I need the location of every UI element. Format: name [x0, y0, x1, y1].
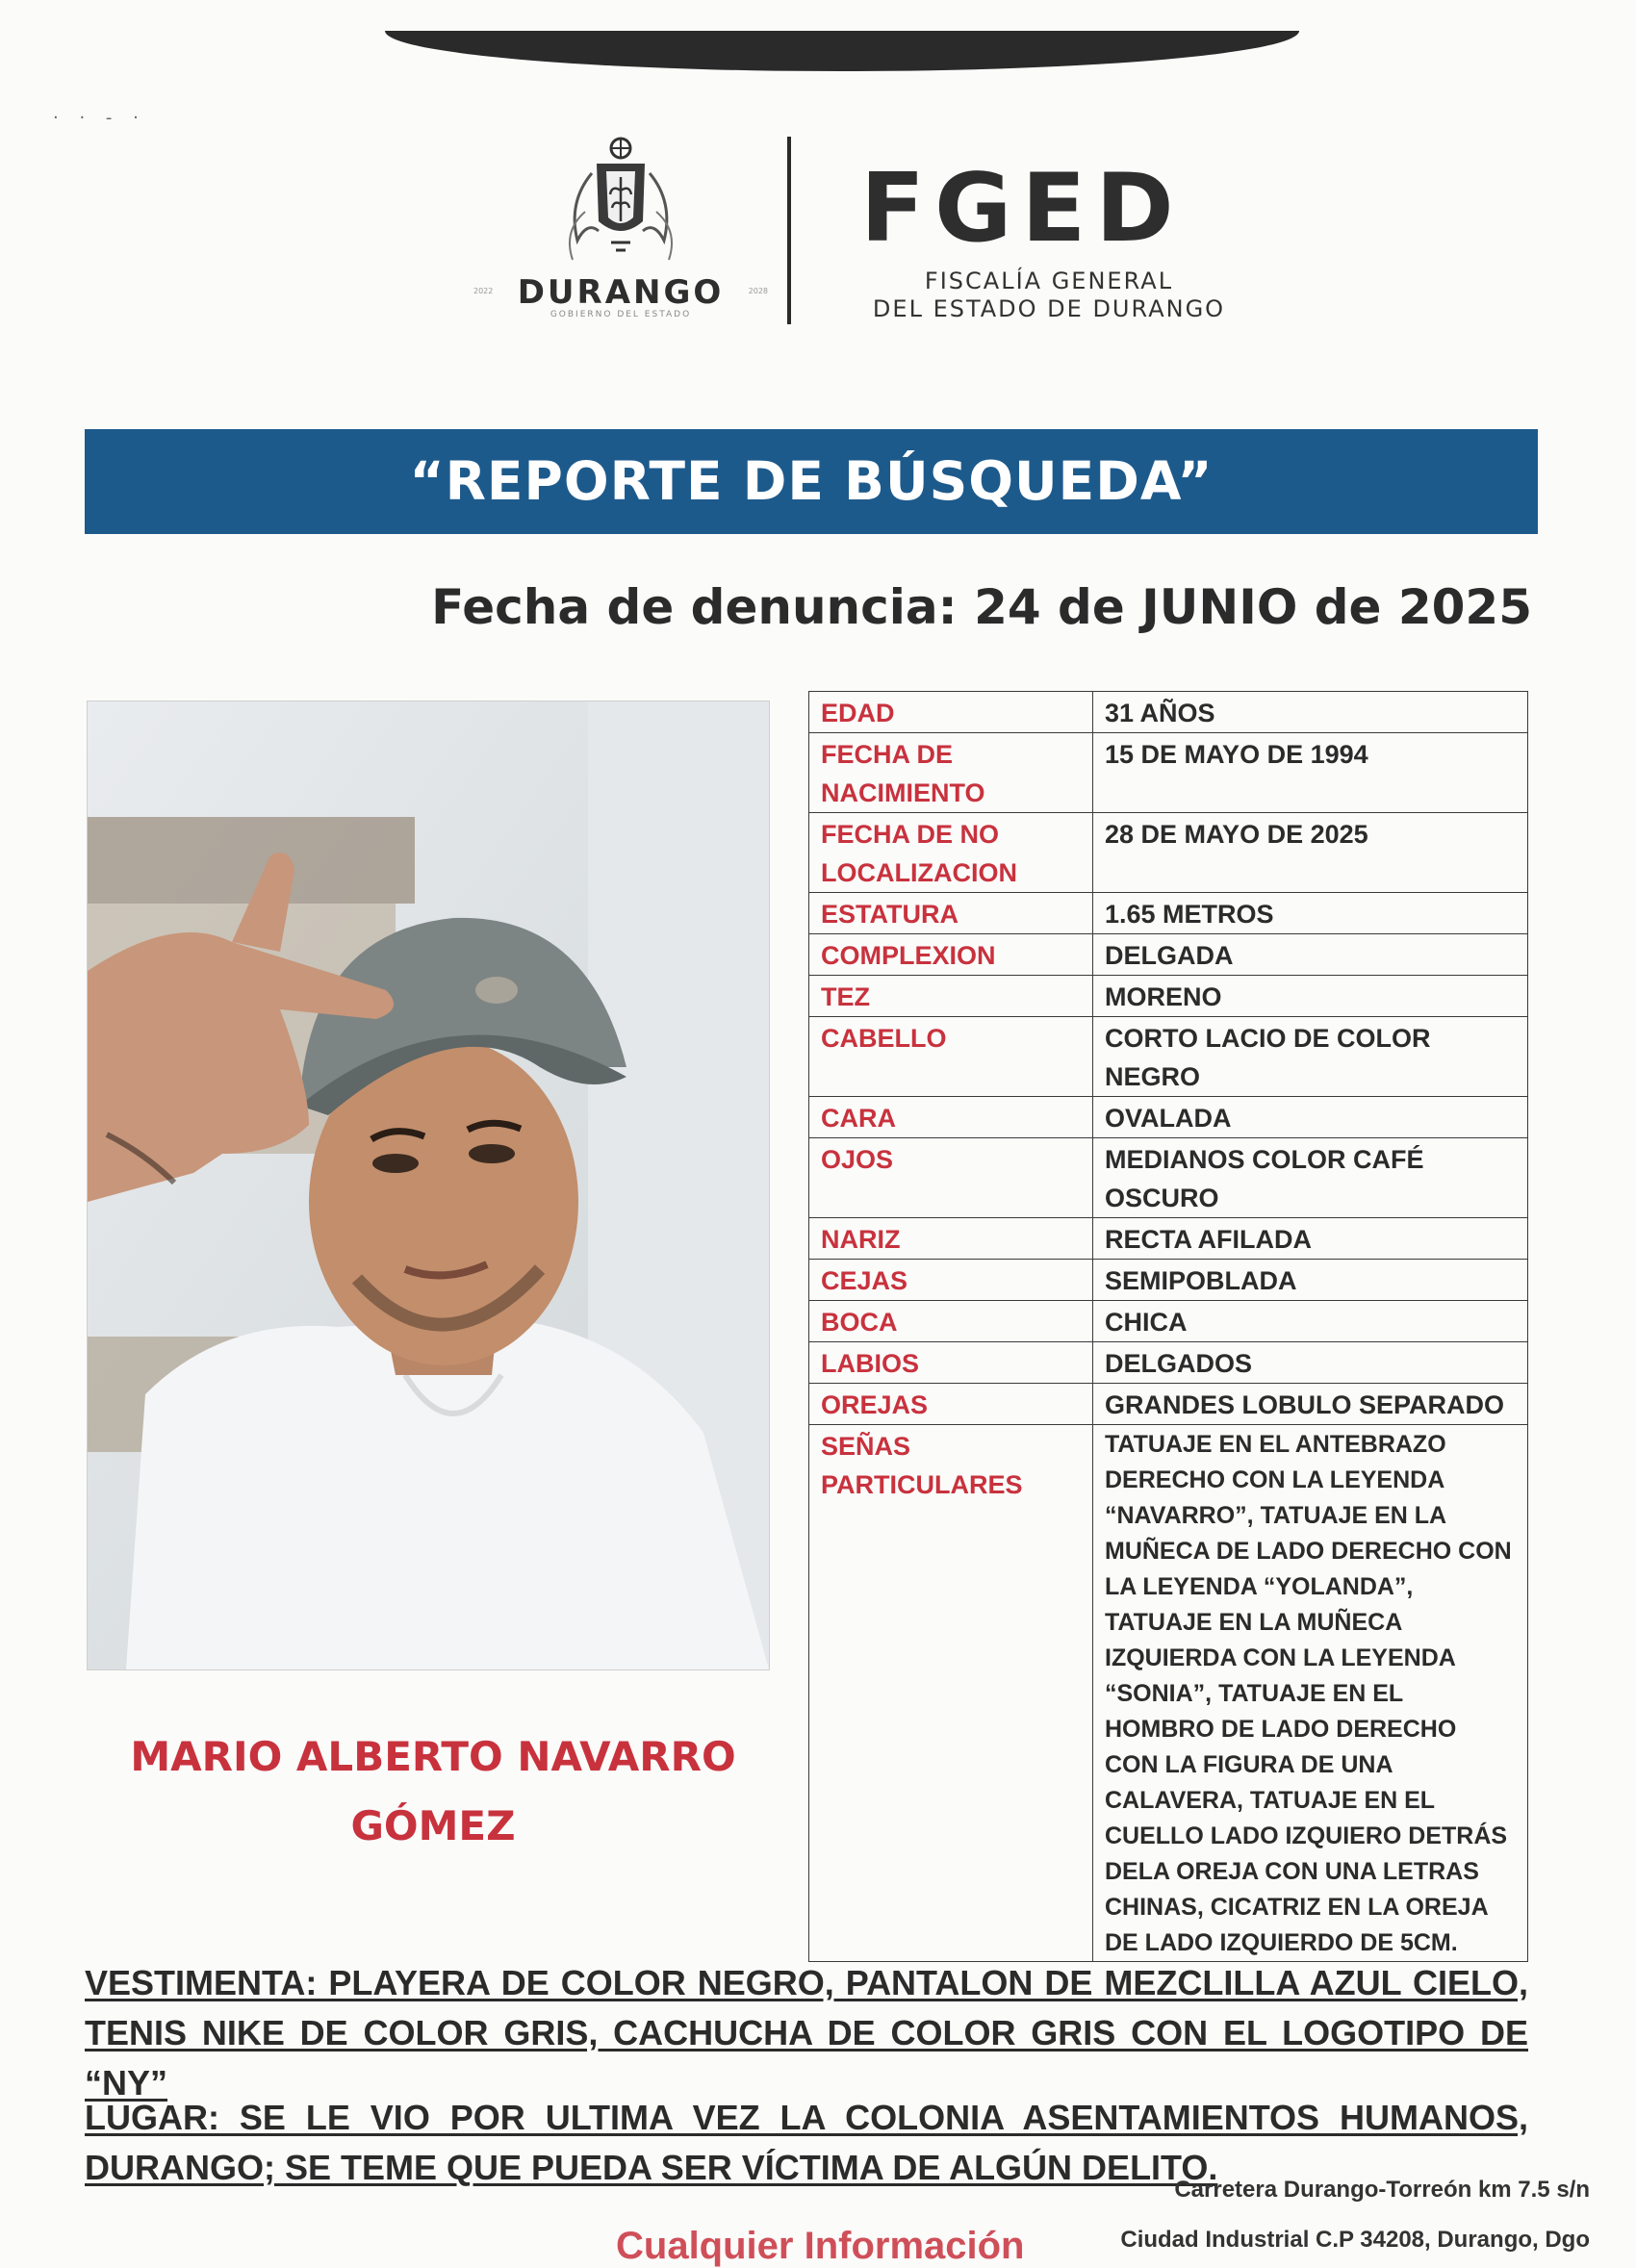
details-row-cejas — [809, 1260, 1528, 1301]
durango-logo — [472, 135, 770, 327]
details-label: BOCA — [809, 1301, 1093, 1342]
details-row-nariz — [809, 1218, 1528, 1260]
details-row-boca — [809, 1301, 1528, 1342]
report-date: Fecha de denuncia: 24 de JUNIO de 2025 — [431, 579, 1532, 635]
details-label: CARA — [809, 1097, 1093, 1138]
details-value: MORENO — [1093, 976, 1528, 1017]
details-row-complexion — [809, 934, 1528, 976]
person-photo — [87, 701, 770, 1670]
scan-marks: · · ‑ · — [53, 108, 146, 128]
vestimenta-paragraph — [85, 1958, 1528, 2108]
details-value: DELGADA — [1093, 934, 1528, 976]
details-label: FECHA DE NO LOCALIZACION — [809, 813, 1093, 893]
details-value: GRANDES LOBULO SEPARADO — [1093, 1384, 1528, 1425]
header-divider — [787, 137, 791, 324]
details-row-edad — [809, 692, 1528, 733]
person-name-line1: MARIO ALBERTO NAVARRO — [130, 1733, 736, 1780]
fged-logo — [847, 154, 1251, 323]
report-banner: “REPORTE DE BÚSQUEDA” — [85, 429, 1538, 534]
details-label: CEJAS — [809, 1260, 1093, 1301]
details-label: FECHA DE NACIMIENTO — [809, 733, 1093, 813]
details-value: OVALADA — [1093, 1097, 1528, 1138]
details-value: CORTO LACIO DE COLOR NEGRO — [1093, 1017, 1528, 1097]
address-line1: Carretera Durango-Torreón km 7.5 s/n — [1174, 2177, 1590, 2203]
details-label: COMPLEXION — [809, 934, 1093, 976]
details-row-tez — [809, 976, 1528, 1017]
durango-year-left: 2022 — [473, 287, 494, 295]
details-value: TATUAJE EN EL ANTEBRAZO DERECHO CON LA LEYENDA “NAVARRO”, TATUAJE EN LA MUÑECA DE LADO DERECHO CON LA LEYENDA “YOLANDA”, TATUAJE EN LA MUÑECA IZQUIERDA CON LA LEYENDA “SONIA”, TATUAJE EN EL HOMBRO DE LADO DERECHO CON LA FIGURA DE UNA CALAVERA, TATUAJE EN EL CUELLO LADO IZQUIERO DETRÁS DELA OREJA CON UNA LETRAS CHINAS, CICATRIZ EN LA OREJA DE LADO IZQUIERDO DE 5CM. — [1093, 1425, 1528, 1962]
footer-cutoff-text: Cualquier Información — [616, 2225, 1025, 2267]
details-row-senas-particulares — [809, 1425, 1528, 1962]
details-value: MEDIANOS COLOR CAFÉ OSCURO — [1093, 1138, 1528, 1218]
lugar-text: LUGAR: SE LE VIO POR ULTIMA VEZ LA COLONIA ASENTAMIENTOS HUMANOS, DURANGO; SE TEME QUE PUEDA SER VÍCTIMA DE ALGÚN DELITO. — [85, 2098, 1528, 2187]
details-table — [808, 691, 1528, 1962]
details-label: OREJAS — [809, 1384, 1093, 1425]
details-label: ESTATURA — [809, 893, 1093, 934]
durango-crest-icon — [558, 135, 683, 269]
details-value: DELGADOS — [1093, 1342, 1528, 1384]
details-row-estatura — [809, 893, 1528, 934]
fged-line-2: DEL ESTADO DE DURANGO — [872, 294, 1226, 322]
details-label: CABELLO — [809, 1017, 1093, 1097]
details-value: 15 DE MAYO DE 1994 — [1093, 733, 1528, 813]
details-label: TEZ — [809, 976, 1093, 1017]
details-label: NARIZ — [809, 1218, 1093, 1260]
durango-subtitle: GOBIERNO DEL ESTADO — [550, 310, 692, 319]
fged-title: FGED — [860, 154, 1184, 264]
details-row-labios — [809, 1342, 1528, 1384]
details-row-cara — [809, 1097, 1528, 1138]
person-name — [87, 1722, 780, 1861]
person-photo-illustration — [88, 701, 769, 1669]
top-decorative-bar — [385, 31, 1299, 71]
details-label: OJOS — [809, 1138, 1093, 1218]
details-value: 28 DE MAYO DE 2025 — [1093, 813, 1528, 893]
details-value: CHICA — [1093, 1301, 1528, 1342]
details-row-cabello — [809, 1017, 1528, 1097]
details-row-fecha-no-localizacion — [809, 813, 1528, 893]
details-row-orejas — [809, 1384, 1528, 1425]
person-name-line2: GÓMEZ — [350, 1802, 516, 1849]
details-row-fecha-nacimiento — [809, 733, 1528, 813]
address-block — [1120, 2165, 1590, 2265]
durango-wordmark: DURANGO — [517, 273, 725, 312]
details-row-ojos — [809, 1138, 1528, 1218]
details-value: 1.65 METROS — [1093, 893, 1528, 934]
details-label: LABIOS — [809, 1342, 1093, 1384]
vestimenta-text: VESTIMENTA: PLAYERA DE COLOR NEGRO, PANTALON DE MEZCLILLA AZUL CIELO, TENIS NIKE DE COLOR GRIS, CACHUCHA DE COLOR GRIS CON EL LOGOTIPO DE “NY” — [85, 1963, 1528, 2102]
details-label: SEÑAS PARTICULARES — [809, 1425, 1093, 1962]
address-line2: Ciudad Industrial C.P 34208, Durango, Dgo — [1120, 2227, 1590, 2253]
durango-year-right: 2028 — [748, 287, 768, 295]
details-value: SEMIPOBLADA — [1093, 1260, 1528, 1301]
details-value: RECTA AFILADA — [1093, 1218, 1528, 1260]
fged-line-1: FISCALÍA GENERAL — [924, 268, 1174, 294]
details-value: 31 AÑOS — [1093, 692, 1528, 733]
details-label: EDAD — [809, 692, 1093, 733]
